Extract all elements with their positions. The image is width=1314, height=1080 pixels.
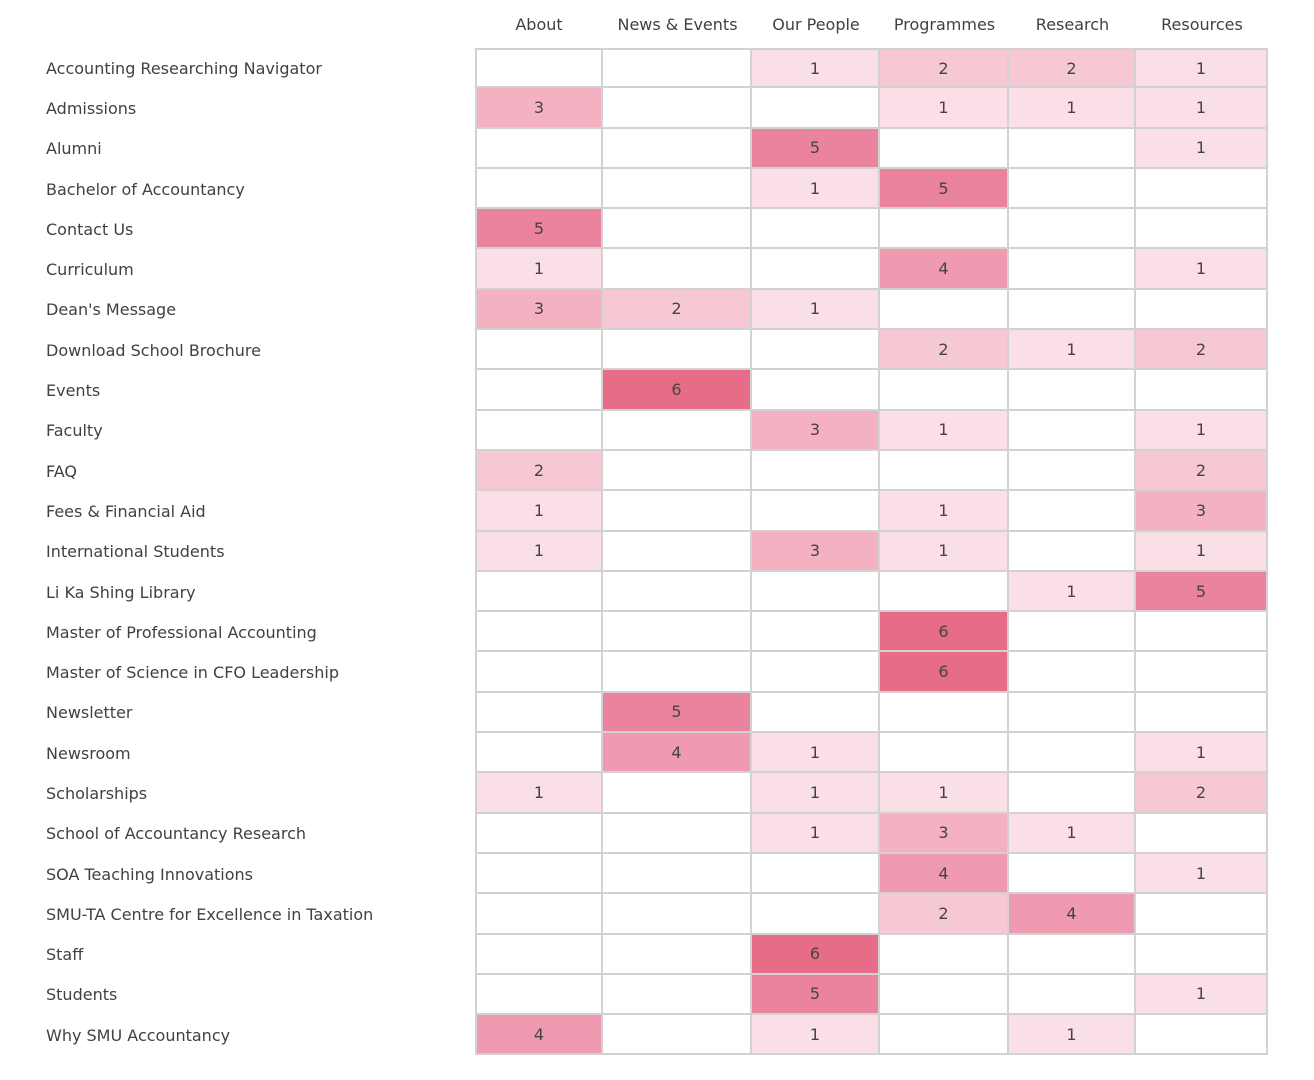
heatmap-cell: [752, 88, 880, 128]
heatmap-cell: [475, 48, 603, 88]
heatmap-cell: [603, 854, 752, 894]
row-label: Faculty: [46, 421, 103, 441]
heatmap-cell: [880, 572, 1009, 612]
heatmap-cell: [880, 451, 1009, 491]
column-header-2: News & Events: [617, 14, 738, 34]
heatmap-cell: [752, 612, 880, 652]
heatmap-cell: 1: [475, 773, 603, 813]
row-label: Admissions: [46, 98, 137, 118]
heatmap-cell: [603, 129, 752, 169]
heatmap-cell: [603, 532, 752, 572]
table-row: [0, 48, 1268, 88]
heatmap-cell: [752, 693, 880, 733]
heatmap-cell: 5: [752, 129, 880, 169]
row-label: SMU-TA Centre for Excellence in Taxation: [46, 904, 374, 924]
heatmap-cell: [475, 935, 603, 975]
heatmap-cell: [1009, 129, 1136, 169]
heatmap-cell: [1136, 169, 1268, 209]
heatmap-cell: [752, 491, 880, 531]
row-label: SOA Teaching Innovations: [46, 864, 254, 884]
row-label: Accounting Researching Navigator: [46, 58, 322, 78]
heatmap-cell: 2: [1009, 48, 1136, 88]
heatmap-cell: [603, 1015, 752, 1055]
table-row: [0, 370, 1268, 410]
heatmap-cell: 1: [752, 290, 880, 330]
heatmap-cell: [603, 814, 752, 854]
heatmap-cell: 1: [1009, 1015, 1136, 1055]
row-label: Scholarships: [46, 783, 148, 803]
heatmap-cell: [603, 88, 752, 128]
heatmap-cell: [1136, 894, 1268, 934]
heatmap-cell: 1: [880, 532, 1009, 572]
table-row: [0, 491, 1268, 531]
heatmap-cell: [1009, 451, 1136, 491]
heatmap-cell: 3: [475, 88, 603, 128]
heatmap-cell: 1: [475, 249, 603, 289]
heatmap-cell: [603, 773, 752, 813]
table-row: [0, 854, 1268, 894]
heatmap-cell: 1: [1136, 854, 1268, 894]
table-row: [0, 532, 1268, 572]
heatmap-cell: [1009, 733, 1136, 773]
heatmap-cell: 2: [1136, 330, 1268, 370]
table-row: [0, 451, 1268, 491]
heatmap-cell: 1: [1136, 48, 1268, 88]
heatmap-cell: [1136, 290, 1268, 330]
heatmap-cell: [1009, 612, 1136, 652]
heatmap-cell: 5: [880, 169, 1009, 209]
heatmap-cell: [475, 169, 603, 209]
table-row: [0, 411, 1268, 451]
heatmap-cell: [1009, 975, 1136, 1015]
table-row: [0, 1015, 1268, 1055]
row-label: Newsroom: [46, 743, 131, 763]
heatmap-cell: 6: [880, 652, 1009, 692]
table-row: [0, 975, 1268, 1015]
table-row: [0, 88, 1268, 128]
heatmap-cell: [475, 411, 603, 451]
heatmap-cell: 4: [880, 854, 1009, 894]
column-header-6: Resources: [1161, 14, 1243, 34]
row-label: Download School Brochure: [46, 340, 261, 360]
heatmap-cell: [880, 693, 1009, 733]
heatmap-cell: 1: [752, 48, 880, 88]
heatmap-cell: [880, 129, 1009, 169]
heatmap-cell: 2: [603, 290, 752, 330]
heatmap-cell: [603, 935, 752, 975]
table-row: [0, 652, 1268, 692]
heatmap-cell: 1: [1136, 733, 1268, 773]
row-label: Master of Science in CFO Leadership: [46, 663, 340, 683]
heatmap-cell: 2: [880, 330, 1009, 370]
heatmap-cell: [475, 894, 603, 934]
heatmap-cell: [880, 935, 1009, 975]
table-row: [0, 733, 1268, 773]
heatmap-cell: [752, 854, 880, 894]
heatmap-cell: [1136, 209, 1268, 249]
heatmap-cell: 4: [475, 1015, 603, 1055]
table-row: [0, 249, 1268, 289]
row-label: Events: [46, 381, 101, 401]
heatmap-cell: [1009, 652, 1136, 692]
heatmap-cell: [1136, 693, 1268, 733]
heatmap-cell: [475, 572, 603, 612]
heatmap-cell: [603, 249, 752, 289]
table-row: [0, 169, 1268, 209]
heatmap-cell: [603, 48, 752, 88]
heatmap-cell: [1136, 370, 1268, 410]
heatmap-cell: 1: [880, 411, 1009, 451]
heatmap-cell: 5: [752, 975, 880, 1015]
row-label: Li Ka Shing Library: [46, 582, 196, 602]
heatmap-cell: 3: [1136, 491, 1268, 531]
heatmap-cell: [603, 975, 752, 1015]
table-row: [0, 612, 1268, 652]
heatmap-cell: 1: [880, 491, 1009, 531]
heatmap-cell: [475, 652, 603, 692]
heatmap-cell: [1136, 814, 1268, 854]
heatmap-cell: [475, 612, 603, 652]
heatmap-cell: [603, 330, 752, 370]
heatmap-cell: 1: [475, 532, 603, 572]
heatmap-cell: 5: [475, 209, 603, 249]
heatmap-cell: [752, 209, 880, 249]
heatmap-cell: [880, 975, 1009, 1015]
table-row: [0, 129, 1268, 169]
row-label: Curriculum: [46, 260, 134, 280]
heatmap-cell: 6: [880, 612, 1009, 652]
column-header-5: Research: [1035, 14, 1110, 34]
row-label: Students: [46, 985, 118, 1005]
heatmap-cell: [880, 733, 1009, 773]
heatmap-cell: 2: [880, 48, 1009, 88]
heatmap-cell: 1: [1136, 249, 1268, 289]
heatmap-cell: [603, 491, 752, 531]
heatmap-cell: 6: [603, 370, 752, 410]
heatmap-cell: 1: [1009, 88, 1136, 128]
heatmap-cell: 1: [1136, 532, 1268, 572]
table-row: [0, 814, 1268, 854]
row-label: Master of Professional Accounting: [46, 622, 317, 642]
heatmap-cell: [1009, 249, 1136, 289]
heatmap-cell: [603, 209, 752, 249]
heatmap-cell: 1: [752, 1015, 880, 1055]
row-label: Newsletter: [46, 703, 133, 723]
heatmap-cell: [475, 975, 603, 1015]
heatmap-cell: 1: [752, 773, 880, 813]
table-row: [0, 290, 1268, 330]
heatmap-cell: [603, 612, 752, 652]
table-row: [0, 894, 1268, 934]
heatmap-cell: [1009, 491, 1136, 531]
heatmap-cell: 5: [1136, 572, 1268, 612]
heatmap-cell: [475, 129, 603, 169]
row-label: Fees & Financial Aid: [46, 501, 206, 521]
heatmap-cell: [603, 894, 752, 934]
heatmap-cell: [752, 249, 880, 289]
row-label: FAQ: [46, 461, 77, 481]
table-row: [0, 773, 1268, 813]
column-header-1: About: [515, 14, 563, 34]
heatmap-cell: 1: [1009, 330, 1136, 370]
heatmap-cell: [1009, 854, 1136, 894]
heatmap-cell: 1: [1136, 88, 1268, 128]
heatmap-cell: [603, 652, 752, 692]
heatmap-cell: [752, 652, 880, 692]
heatmap-cell: 3: [475, 290, 603, 330]
heatmap-cell: [1136, 1015, 1268, 1055]
heatmap-cell: [475, 854, 603, 894]
heatmap-cell: 5: [603, 693, 752, 733]
heatmap-cell: [880, 290, 1009, 330]
table-row: [0, 330, 1268, 370]
heatmap-cell: 1: [1136, 129, 1268, 169]
heatmap-cell: 1: [880, 88, 1009, 128]
heatmap-cell: [1009, 411, 1136, 451]
heatmap-cell: 1: [752, 733, 880, 773]
heatmap-cell: [752, 572, 880, 612]
heatmap-cell: [752, 894, 880, 934]
heatmap-cell: 2: [475, 451, 603, 491]
heatmap-cell: [1009, 693, 1136, 733]
row-label: Bachelor of Accountancy: [46, 179, 245, 199]
row-label: International Students: [46, 542, 225, 562]
heatmap-cell: [1009, 290, 1136, 330]
heatmap-cell: [1009, 532, 1136, 572]
table-row: [0, 693, 1268, 733]
row-label: Why SMU Accountancy: [46, 1025, 231, 1045]
heatmap-cell: [880, 209, 1009, 249]
heatmap-cell: 1: [1136, 975, 1268, 1015]
table-row: [0, 935, 1268, 975]
heatmap-cell: [880, 370, 1009, 410]
heatmap-body: [0, 48, 1268, 1055]
heatmap-cell: [475, 330, 603, 370]
heatmap-cell: [1009, 370, 1136, 410]
heatmap-cell: 1: [1136, 411, 1268, 451]
heatmap-cell: [1136, 935, 1268, 975]
heatmap-cell: [1136, 612, 1268, 652]
heatmap-cell: 1: [752, 169, 880, 209]
heatmap-cell: 2: [880, 894, 1009, 934]
heatmap-cell: 1: [475, 491, 603, 531]
heatmap-cell: 1: [880, 773, 1009, 813]
header-row: [0, 0, 1268, 48]
heatmap-cell: 4: [880, 249, 1009, 289]
heatmap-cell: [603, 572, 752, 612]
heatmap-cell: [603, 169, 752, 209]
heatmap-cell: [1009, 209, 1136, 249]
heatmap-cell: [475, 370, 603, 410]
heatmap-cell: 4: [1009, 894, 1136, 934]
heatmap-cell: 6: [752, 935, 880, 975]
heatmap-cell: [603, 411, 752, 451]
heatmap-cell: [475, 693, 603, 733]
row-label: Alumni: [46, 139, 102, 159]
heatmap-cell: [752, 451, 880, 491]
heatmap-cell: [475, 814, 603, 854]
heatmap-cell: 1: [752, 814, 880, 854]
heatmap-cell: [880, 1015, 1009, 1055]
heatmap-cell: 3: [752, 411, 880, 451]
heatmap-cell: 4: [603, 733, 752, 773]
heatmap-cell: [752, 370, 880, 410]
heatmap-cell: 1: [1009, 572, 1136, 612]
heatmap-cell: 2: [1136, 773, 1268, 813]
heatmap-cell: 1: [1009, 814, 1136, 854]
heatmap-cell: [1009, 773, 1136, 813]
column-header-3: Our People: [772, 14, 860, 34]
heatmap-cell: [603, 451, 752, 491]
heatmap-cell: 2: [1136, 451, 1268, 491]
heatmap-cell: [752, 330, 880, 370]
column-header-4: Programmes: [893, 14, 996, 34]
heatmap-cell: 3: [752, 532, 880, 572]
heatmap-cell: [475, 733, 603, 773]
heatmap-cell: [1136, 652, 1268, 692]
row-label: Staff: [46, 945, 84, 965]
table-row: [0, 209, 1268, 249]
row-label: Dean's Message: [46, 300, 177, 320]
table-row: [0, 572, 1268, 612]
row-label: School of Accountancy Research: [46, 824, 306, 844]
heatmap-cell: 3: [880, 814, 1009, 854]
heatmap-cell: [1009, 169, 1136, 209]
row-label: Contact Us: [46, 219, 134, 239]
heatmap-cell: [1009, 935, 1136, 975]
